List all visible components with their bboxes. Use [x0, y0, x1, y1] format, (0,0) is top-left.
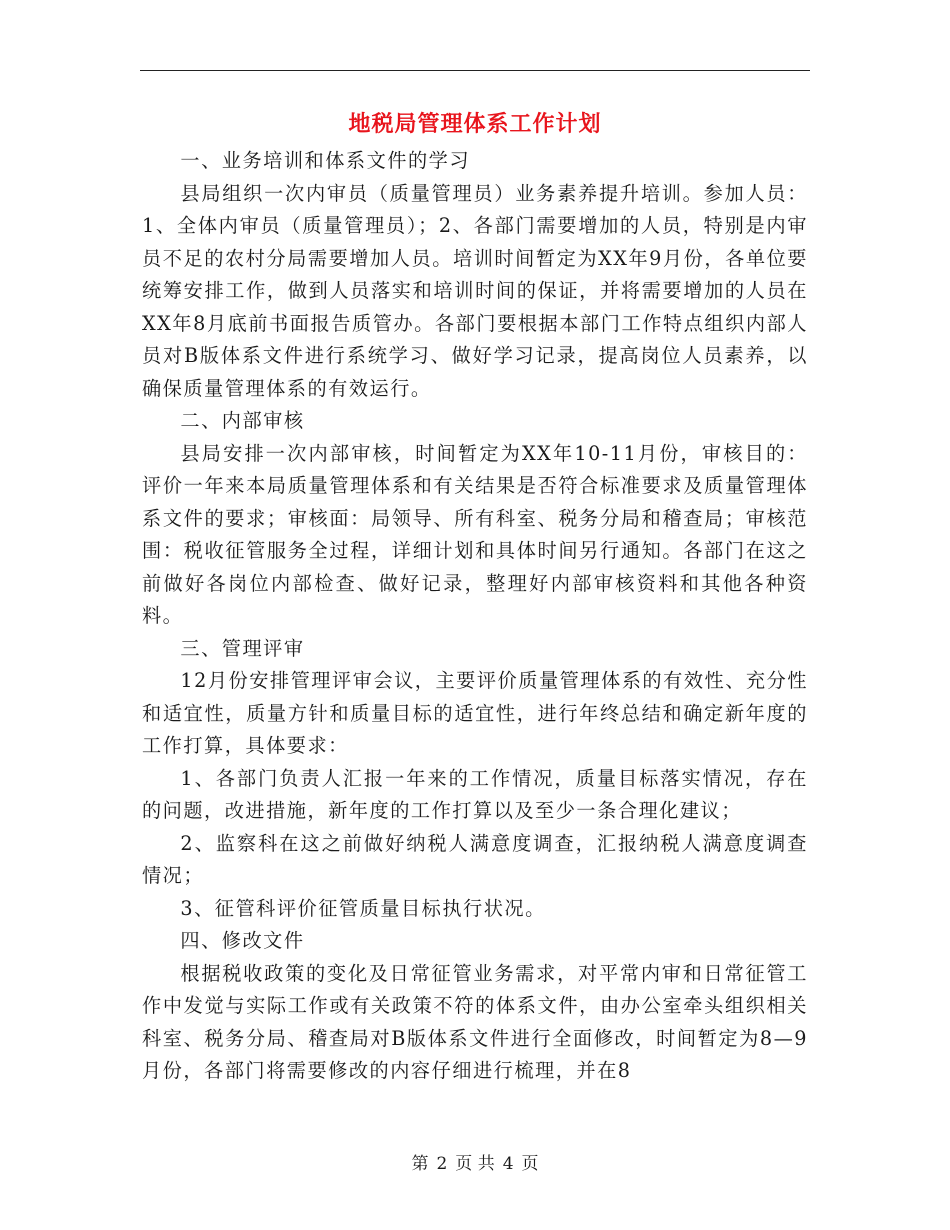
current-page-number: 2 — [436, 1154, 448, 1174]
list-item-2: 2、监察科在这之前做好纳税人满意度调查，汇报纳税人满意度调查情况； — [142, 831, 808, 887]
paragraph-training: 县局组织一次内审员（质量管理员）业务素养提升培训。参加人员：1、全体内审员（质量管理员）；2、各部门需要增加的人员，特别是内审员不足的农村分局需要增加人员。培训时间暂定为XX年9月份，各单位要统筹安排工作，做到人员落实和培训时间的保证，并将需要增加的人员在XX年8月底前书面报告质管办。各部门要根据本部门工作特点组织内部人员对B版体系文件进行系统学习、做好学习记录，提高岗位人员素养，以确保质量管理体系的有效运行。 — [142, 181, 808, 400]
footer-prefix: 第 — [411, 1154, 429, 1174]
section-heading-revise-documents: 四、修改文件 — [180, 929, 305, 952]
page-footer — [0, 1152, 950, 1176]
total-pages-number: 4 — [502, 1154, 514, 1174]
document-title: 地税局管理体系工作计划 — [348, 112, 602, 137]
document-body — [142, 145, 808, 1088]
section-heading-training: 一、业务培训和体系文件的学习 — [180, 149, 471, 172]
list-item-1: 1、各部门负责人汇报一年来的工作情况，质量目标落实情况，存在的问题，改进措施，新年度的工作打算以及至少一条合理化建议； — [142, 766, 808, 822]
paragraph-internal-audit: 县局安排一次内部审核，时间暂定为XX年10-11月份，审核目的：评价一年来本局质量管理体系和有关结果是否符合标准要求及质量管理体系文件的要求；审核面：局领导、所有科室、税务分局和稽查局；审核范围：税收征管服务全过程，详细计划和具体时间另行通知。各部门在这之前做好各岗位内部检查、做好记录，整理好内部审核资料和其他各种资料。 — [142, 441, 808, 627]
footer-suffix: 页 — [521, 1154, 539, 1174]
section-heading-management-review: 三、管理评审 — [180, 636, 305, 660]
header-rule — [140, 70, 810, 71]
list-item-3: 3、征管科评价征管质量目标执行状况。 — [180, 896, 546, 920]
paragraph-management-review: 12月份安排管理评审会议，主要评价质量管理体系的有效性、充分性和适宜性，质量方针和质量目标的适宜性，进行年终总结和确定新年度的工作打算，具体要求： — [142, 669, 808, 757]
footer-middle: 页 共 — [455, 1154, 495, 1174]
section-heading-internal-audit: 二、内部审核 — [180, 409, 305, 432]
paragraph-revise-documents: 根据税收政策的变化及日常征管业务需求，对平常内审和日常征管工作中发觉与实际工作或有关政策不符的体系文件，由办公室牵头组织相关科室、税务分局、稽查局对B版体系文件进行全面修改，时间暂定为8—9月份，各部门将需要修改的内容仔细进行梳理，并在8 — [142, 961, 808, 1082]
